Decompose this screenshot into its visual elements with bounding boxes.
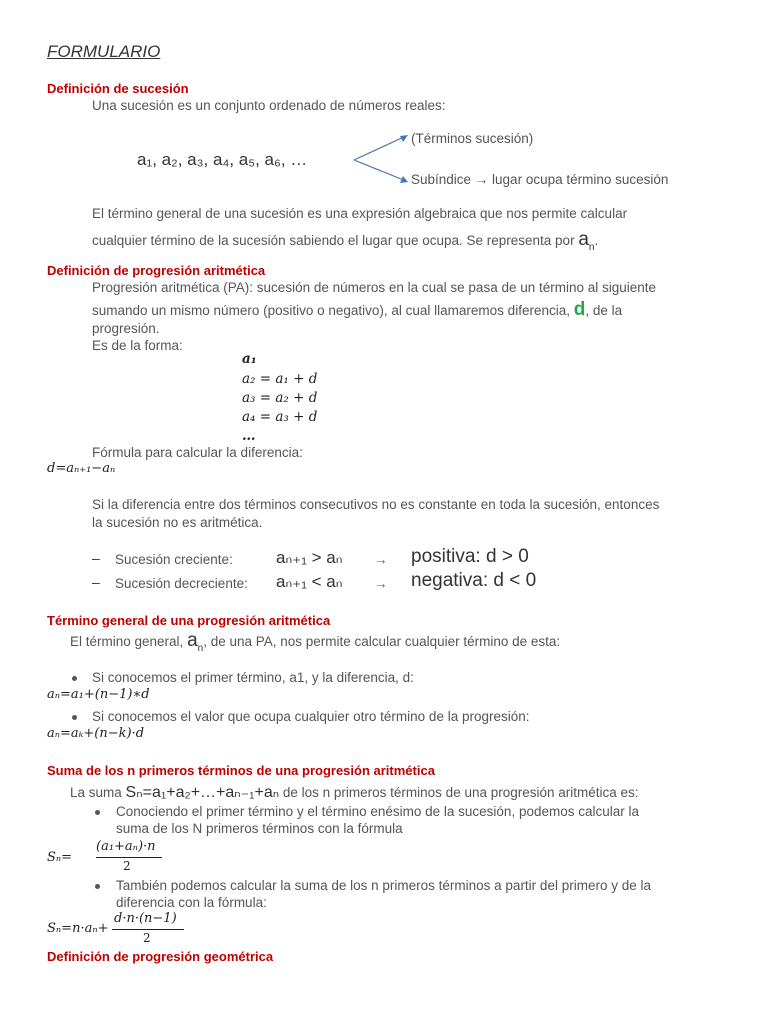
arrow-label-terms: (Términos sucesión) <box>411 131 534 146</box>
suma-intro-b: de los n primeros términos de una progresión aritmética es: <box>282 785 639 800</box>
heading-progresion-geometrica: Definición de progresión geométrica <box>47 949 274 964</box>
pa-form-2: a₂ = a₁ + d <box>242 371 318 387</box>
decreasing-result: negativa: d < 0 <box>411 570 537 591</box>
tg-bullet-2: Si conocemos el valor que ocupa cualquier otro término de la progresión: <box>92 709 530 724</box>
an-symbol <box>578 229 595 253</box>
increasing-arrow: → <box>374 552 388 567</box>
tg-formula-1: aₙ=a₁+(n−1)∗d <box>47 687 150 702</box>
bullet <box>72 676 77 681</box>
decreasing-label: Sucesión decreciente: <box>115 576 248 591</box>
increasing-result: positiva: d > 0 <box>411 546 529 567</box>
non-constant-l2: la sucesión no es aritmética. <box>92 515 263 530</box>
decreasing-expr: aₙ₊₁ < aₙ <box>276 572 343 591</box>
suma-bullet-1-l2: suma de los N primeros términos con la fórmula <box>116 821 403 836</box>
bullet <box>95 810 100 815</box>
suma-formula-2-num: d·n·(n−1) <box>114 911 177 926</box>
branch-arrows <box>350 130 412 190</box>
pa-def-l2 <box>92 299 622 321</box>
general-term-p2 <box>92 229 598 253</box>
diff-label: Fórmula para calcular la diferencia: <box>92 445 303 460</box>
suma-formula-1-den: 2 <box>123 859 131 873</box>
bullet <box>95 884 100 889</box>
sucesion-intro: Una sucesión es un conjunto ordenado de números reales: <box>92 98 446 113</box>
pa-form-4: a₄ = a₃ + d <box>242 409 318 425</box>
heading-sucesion: Definición de sucesión <box>47 81 189 96</box>
heading-termino-general: Término general de una progresión aritmética <box>47 613 331 628</box>
increasing-dash: – <box>92 550 100 566</box>
decreasing-arrow: → <box>374 576 388 591</box>
pa-def-l4: Es de la forma: <box>92 338 183 353</box>
page-title: FORMULARIO <box>47 42 161 61</box>
pa-form-3: a₃ = a₂ + d <box>242 390 318 406</box>
suma-bullet-1-l1: Conociendo el primer término y el término enésimo de la sucesión, podemos calcular la <box>116 804 640 819</box>
fraction-bar <box>96 857 162 858</box>
tg-intro-a: El término general, <box>70 634 184 649</box>
heading-progresion-aritmetica: Definición de progresión aritmética <box>47 263 266 278</box>
pa-form-5: … <box>242 428 256 444</box>
tg-formula-2: aₙ=aₖ+(n−k)·d <box>47 726 145 741</box>
an-n: n <box>588 241 595 253</box>
fraction-bar <box>112 929 184 930</box>
arrow-label-subindex: Subíndice → lugar ocupa término sucesión <box>411 172 669 187</box>
tg-an-symbol <box>187 630 204 654</box>
general-term-p1: El término general de una sucesión es una expresión algebraica que nos permite calcular <box>92 206 628 221</box>
general-term-end: . <box>594 233 599 248</box>
suma-formula-1-lhs: Sₙ= <box>47 850 73 865</box>
pa-form-1: a₁ <box>242 351 257 367</box>
suma-intro <box>70 782 639 802</box>
diff-formula: d=aₙ₊₁−aₙ <box>47 461 116 476</box>
suma-formula-inline: Sₙ=a₁+a₂+…+aₙ₋₁+aₙ <box>125 784 280 801</box>
tg-an-n: n <box>197 642 204 654</box>
suma-bullet-2-l2: diferencia con la fórmula: <box>116 895 267 910</box>
pa-def-l3: progresión. <box>92 321 160 336</box>
suma-formula-1-num: (a₁+aₙ)·n <box>96 839 156 854</box>
heading-suma: Suma de los n primeros términos de una progresión aritmética <box>47 763 435 778</box>
general-term-text: cualquier término de la sucesión sabiendo el lugar que ocupa. Se representa por <box>92 233 575 248</box>
increasing-label: Sucesión creciente: <box>115 552 233 567</box>
pa-def-l2b: , de la <box>585 303 623 318</box>
pa-def-l1: Progresión aritmética (PA): sucesión de números en la cual se pasa de un término al siguiente <box>92 280 657 295</box>
suma-bullet-2-l1: También podemos calcular la suma de los n primeros términos a partir del primero y de la <box>116 878 651 893</box>
tg-intro <box>70 630 560 654</box>
sequence-terms: a₁, a₂, a₃, a₄, a₅, a₆, … <box>137 150 308 169</box>
non-constant-l1: Si la diferencia entre dos términos consecutivos no es constante en toda la sucesión, entonces <box>92 497 660 512</box>
suma-formula-2-lhs: Sₙ=n·aₙ+ <box>47 921 109 936</box>
an-a: a <box>578 229 589 250</box>
suma-intro-a: La suma <box>70 785 122 800</box>
diferencia-d: d <box>573 299 586 320</box>
pa-def-l2a: sumando un mismo número (positivo o negativo), al cual llamaremos diferencia, <box>92 303 570 318</box>
decreasing-dash: – <box>92 574 100 590</box>
tg-intro-b: , de una PA, nos permite calcular cualquier término de esta: <box>203 634 561 649</box>
increasing-expr: aₙ₊₁ > aₙ <box>276 548 343 567</box>
tg-an-a: a <box>187 630 198 651</box>
suma-formula-2-den: 2 <box>143 931 151 945</box>
tg-bullet-1: Si conocemos el primer término, a1, y la diferencia, d: <box>92 670 414 685</box>
bullet <box>72 715 77 720</box>
